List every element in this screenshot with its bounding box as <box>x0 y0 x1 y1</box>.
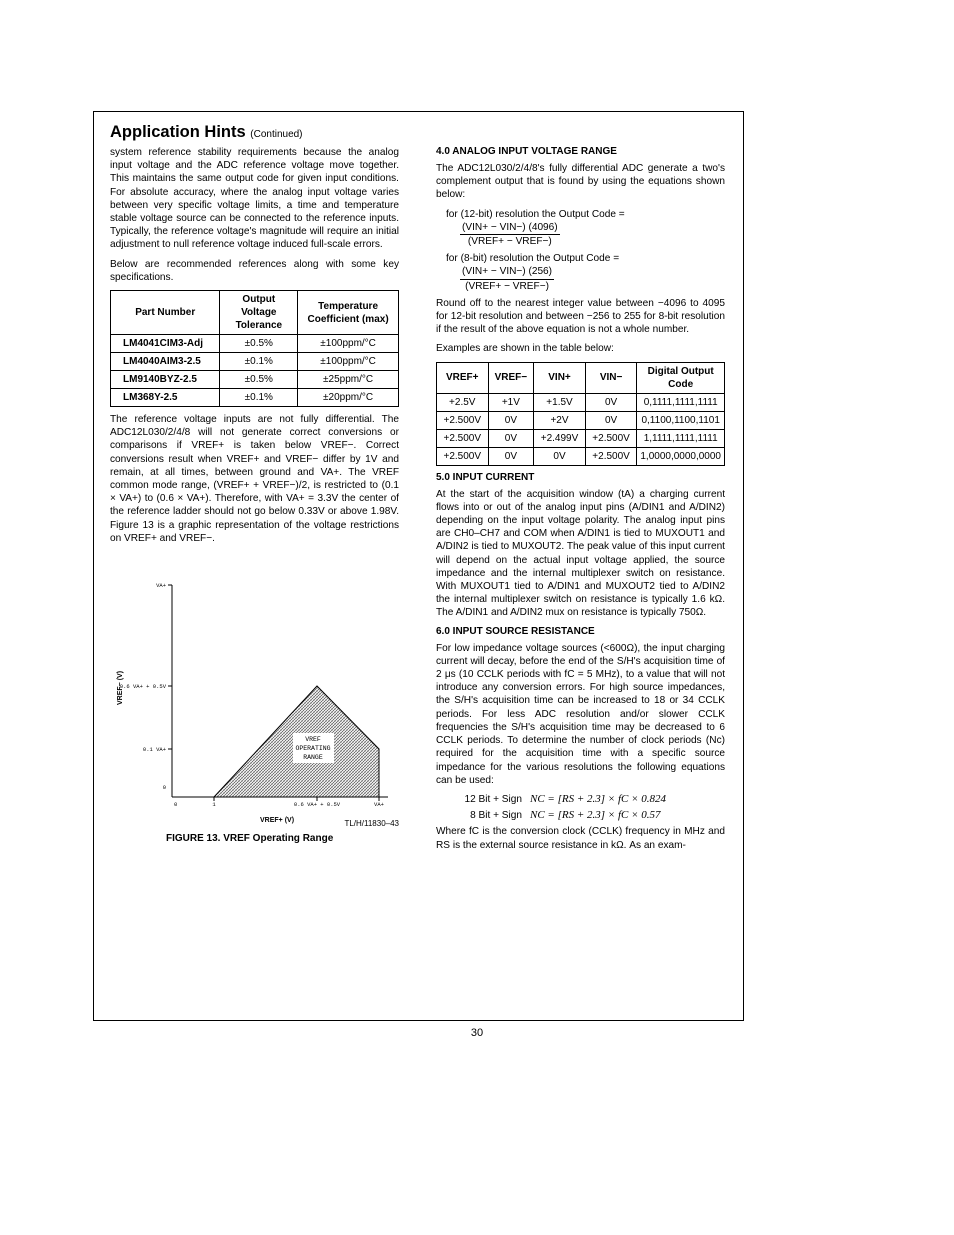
y-tick-label: VA+ <box>156 582 166 590</box>
table-header: VREF− <box>488 362 534 393</box>
figure-caption: FIGURE 13. VREF Operating Range <box>166 833 334 845</box>
table-cell: 0,1111,1111,1111 <box>637 393 725 411</box>
table-cell: ±0.5% <box>220 371 298 389</box>
table-row <box>437 411 725 429</box>
table-cell: 0V <box>488 447 534 465</box>
formula-8bit <box>446 809 725 822</box>
table-cell: +2.500V <box>585 447 637 465</box>
table-cell: 0V <box>534 447 586 465</box>
section-6-paragraph: For low impedance voltage sources (<600Ω), the input charging current will decay, before the end of the S/H's acquisition time of 2 μs (10 CCLK periods with fC = 5 MHz), to a value that will not introduce any conversion errors. For high source impedances, the S/H's acquisition time can be increased to 18 or 34 CCLK periods. For less ADC resolution and/or slower CCLK frequencies the S/H's acquisition time may be decreased to 6 CCLK periods. To determine the number of clock periods (Nc) required for the acquisition time with a specific source impedance for the various resolutions the following equations can be used: <box>436 642 725 786</box>
output-code-table <box>436 362 725 466</box>
table-header: Output Voltage Tolerance <box>220 291 298 335</box>
table-row <box>111 389 399 407</box>
page-number: 30 <box>470 1027 484 1039</box>
table-cell: ±0.1% <box>220 389 298 407</box>
operating-range-figure <box>110 565 399 825</box>
region-label: RANGE <box>303 754 323 762</box>
x-tick-label: 1 <box>212 801 216 809</box>
equation-denominator: (VREF+ − VREF−) <box>465 280 549 292</box>
y-tick-label: 0.1 VA+ <box>142 746 166 754</box>
region-label: OPERATING <box>295 745 331 753</box>
equation-label: for (12-bit) resolution the Output Code = <box>446 208 625 220</box>
table-row <box>437 447 725 465</box>
table-cell: +2V <box>534 411 586 429</box>
table-cell: ±25ppm/°C <box>298 371 399 389</box>
table-cell: +2.500V <box>437 411 489 429</box>
equation-numerator: (VIN+ − VIN−) (256) <box>460 265 554 279</box>
table-cell: +2.499V <box>534 429 586 447</box>
x-axis-label: VREF+ (V) <box>260 817 295 825</box>
table-cell: +2.500V <box>437 447 489 465</box>
table-header-row <box>111 291 399 335</box>
table-cell: LM4040AIM3-2.5 <box>111 353 220 371</box>
equation-fraction <box>460 265 554 292</box>
table-row <box>437 429 725 447</box>
table-cell: +1.5V <box>534 393 586 411</box>
table-cell: 0V <box>585 411 637 429</box>
left-paragraph-1: system reference stability requirements because the analog input voltage and the ADC reference voltage move together. This maintains the same output code for given input conditions. For absolute accuracy, where the analog input voltage varies between very specific voltage limits, a time and temperature stable voltage source can be connected to the reference inputs. Typically, the reference voltage's magnitude will require an initial adjustment to null reference voltage induced full-scale errors. <box>110 147 399 251</box>
left-column <box>110 123 399 845</box>
figure-source-tag: TL/H/11830–43 <box>344 819 399 829</box>
table-cell: ±100ppm/°C <box>298 353 399 371</box>
table-cell: 1,0000,0000,0000 <box>637 447 725 465</box>
table-cell: +2.500V <box>437 429 489 447</box>
section-5-title: 5.0 INPUT CURRENT <box>436 471 535 483</box>
section-4-title: 4.0 ANALOG INPUT VOLTAGE RANGE <box>436 146 617 157</box>
formula-12bit <box>446 793 725 806</box>
formula-label: 12 Bit + Sign <box>464 793 522 805</box>
formula-expression: NC = [RS + 2.3] × fC × 0.824 <box>530 792 667 805</box>
section-6-paragraph-2: Where fC is the conversion clock (CCLK) frequency in MHz and RS is the external source resistance in kΩ. As an exam- <box>436 826 725 851</box>
y-tick-label: 0 <box>162 784 166 792</box>
x-tick-label: VA+ <box>374 801 384 809</box>
x-tick-label: 0 <box>174 801 178 809</box>
reference-table <box>110 290 399 407</box>
table-row <box>111 353 399 371</box>
y-tick-label: 0.6 VA+ + 0.5V <box>119 683 166 691</box>
section-6-title: 6.0 INPUT SOURCE RESISTANCE <box>436 625 595 637</box>
table-header: Part Number <box>111 291 220 335</box>
section-4-paragraph-2: Round off to the nearest integer value between −4096 to 4095 for 12-bit resolution and between −256 to 255 for 8-bit resolution if the result of the above equation is not a whole number. <box>436 297 725 336</box>
table-header: VIN+ <box>534 362 586 393</box>
continued-label: (Continued) <box>250 129 303 140</box>
table-cell: ±0.5% <box>220 335 298 353</box>
table-row <box>111 371 399 389</box>
table-header: VIN− <box>585 362 637 393</box>
formula-label: 8 Bit + Sign <box>470 810 522 822</box>
table-header: VREF+ <box>437 362 489 393</box>
table-cell: +2.500V <box>585 429 637 447</box>
y-axis-label: VREF− (V) <box>117 671 124 706</box>
table-cell: LM368Y-2.5 <box>111 389 220 407</box>
equation-fraction <box>460 221 560 248</box>
right-column <box>436 146 725 858</box>
operating-range-svg <box>110 565 399 825</box>
table-cell: 0V <box>488 411 534 429</box>
table-header-row <box>437 362 725 393</box>
table-cell: ±100ppm/°C <box>298 335 399 353</box>
table-cell: 0V <box>585 393 637 411</box>
x-tick-label: 0.6 VA+ + 0.5V <box>293 801 341 809</box>
equation-numerator: (VIN+ − VIN−) (4096) <box>460 221 560 235</box>
page-title: Application Hints (Continued) <box>110 123 303 141</box>
table-header: Temperature Coefficient (max) <box>298 291 399 335</box>
equation-denominator: (VREF+ − VREF−) <box>467 236 552 248</box>
table-header: Digital Output Code <box>637 362 725 393</box>
equation-12bit <box>446 208 725 249</box>
left-paragraph-3: The reference voltage inputs are not fully differential. The ADC12L030/2/4/8 will not generate correct conversions or comparisons if VREF+ is taken below VREF−. Correct conversions result when VREF+ and VREF− differ by 1V and remain, at all times, between ground and VA+. The VREF common mode range, (VREF+ + VREF−)/2, is restricted to (0.1 × VA+) to (0.6 × VA+). Therefore, with VA+ = 3.3V the center of the reference ladder should not go below 0.33V or above 1.98V. Figure 13 is a graphic representation of the voltage restrictions on VREF+ and VREF−. <box>110 414 399 544</box>
equation-8bit <box>446 252 725 293</box>
table-cell: ±0.1% <box>220 353 298 371</box>
table-cell: +2.5V <box>437 393 489 411</box>
section-5-paragraph: At the start of the acquisition window (tA) a charging current flows into or out of the analog input pins (A/DIN1 and A/DIN2) depending on the input voltage polarity. The analog input pins are CH0–CH7 and COM when A/DIN1 is tied to MUXOUT1 and A/DIN2 is tied to MUXOUT2. The peak value of this input current will depend on the actual input voltage applied, the source impedance and the internal multiplexer switch on resistance. With MUXOUT1 tied to A/DIN1 and MUXOUT2 tied to A/DIN2 the internal multiplexer switch on resistance is typically 1.6 kΩ. The A/DIN1 and A/DIN2 mux on resistance is typically 750Ω. <box>436 488 725 619</box>
equation-label: for (8-bit) resolution the Output Code = <box>446 253 620 265</box>
table-cell: 1,1111,1111,1111 <box>637 429 725 447</box>
left-paragraph-2: Below are recommended references along with some key specifications. <box>110 258 399 283</box>
table-cell: ±20ppm/°C <box>298 389 399 407</box>
formula-expression: NC = [RS + 2.3] × fC × 0.57 <box>530 809 661 822</box>
table-cell: 0,1100,1100,1101 <box>637 411 725 429</box>
table-row <box>437 393 725 411</box>
table-row <box>111 335 399 353</box>
section-4-paragraph-1: The ADC12L030/2/4/8's fully differential ADC generate a two's complement output that is found by using the equations shown below: <box>436 163 725 201</box>
table-cell: 0V <box>488 429 534 447</box>
table-cell: LM4041CIM3-Adj <box>111 335 220 353</box>
section-4-paragraph-3: Examples are shown in the table below: <box>436 343 614 355</box>
region-label: VREF <box>305 736 321 744</box>
table-cell: LM9140BYZ-2.5 <box>111 371 220 389</box>
table-cell: +1V <box>488 393 534 411</box>
